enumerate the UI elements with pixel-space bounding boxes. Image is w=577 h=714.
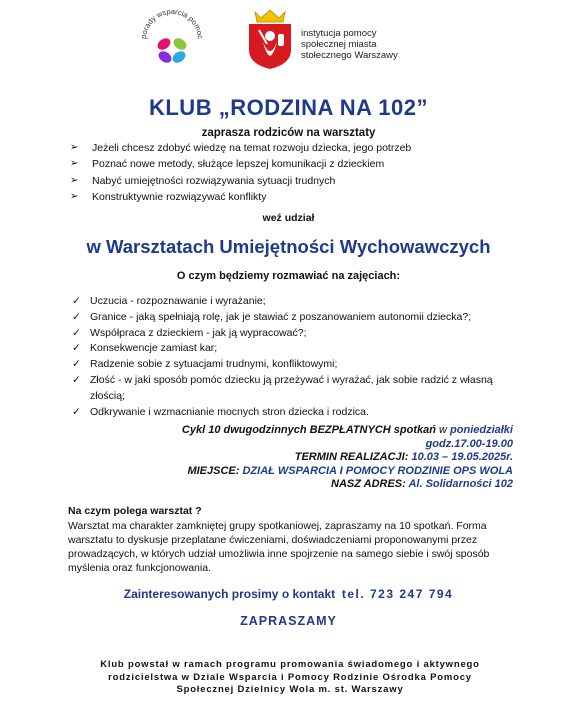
arrow-bullet-icon: ➢ [70, 190, 79, 202]
list-item: ✓ Konsekwencje zamiast kar; [72, 341, 512, 357]
list-item: ➢ Jeżeli chcesz zdobyć wiedzę na temat rozwoju dziecka, jego potrzeb [70, 140, 411, 156]
checkmark-icon: ✓ [72, 405, 81, 418]
institution-line-1: instytucja pomocy [301, 28, 377, 39]
checkmark-icon: ✓ [72, 358, 81, 371]
cycle-line: Cykl 10 dwugodzinnych BEZPŁATNYCH spotkań w poniedziałki [181, 424, 513, 436]
term-line: TERMIN REALIZACJI: 10.03 – 19.05.2025r. [294, 451, 513, 463]
institution-line-2: społecznej miasta [301, 39, 377, 50]
list-item: ➢ Poznać nowe metody, służące lepszej komunikacji z dzieckiem [70, 156, 411, 172]
workshops-title: w Warsztatach Umiejętności Wychowawczych [86, 236, 491, 257]
checkmark-icon: ✓ [72, 342, 81, 355]
arrow-bullet-icon: ➢ [70, 142, 79, 153]
list-item: ➢ Konstruktywnie rozwiązywać konflikty [70, 189, 411, 205]
list-item: ✓ Granice - jaką spełniają rolę, jak je stawiać z poszanowaniem autonomii dziecka?; [72, 310, 512, 326]
list-item: ✓ Radzenie sobie z sytuacjami trudnymi, konfliktowymi; [72, 357, 512, 373]
address-line: NASZ ADRES: Al. Solidarności 102 [331, 478, 513, 490]
checkmark-icon: ✓ [72, 373, 81, 386]
checkmark-icon: ✓ [72, 310, 81, 323]
arrow-bullet-icon: ➢ [70, 174, 79, 186]
invite-subtitle: zaprasza rodziców na warsztaty [201, 127, 376, 139]
porady-wsparcia-pomoc-logo [138, 6, 206, 74]
schedule-block [182, 424, 513, 492]
list-item: ✓ Współpraca z dzieckiem - jak ją wypracować?; [72, 326, 512, 342]
topics-heading: O czym będziemy rozmawiać na zajęciach: [176, 270, 401, 282]
list-item: ✓ Złość - w jaki sposób pomóc dziecku ją przeżywać i wyrażać, jak sobie radzić z własną złością; [72, 373, 493, 402]
list-item: ➢ Nabyć umiejętności rozwiązywania sytuacji trudnych [70, 173, 411, 189]
place-line: MIEJSCE: DZIAŁ WSPARCIA I POMOCY RODZINIE OPS WOLA [187, 464, 513, 477]
phone-number: tel. 723 247 794 [341, 587, 454, 601]
institution-line-3: stołecznego Warszawy [301, 50, 398, 61]
goals-list [70, 140, 411, 205]
closing-invite: ZAPRASZAMY [240, 614, 337, 628]
footer-note: Klub powstał w ramach programu promowania świadomego i aktywnego rodzicielstwa w Dziale Wsparcia i Pomocy Rodzinie Ośrodka Pomocy Społecznej Dzielnicy Wola m. st. Warszawy [100, 659, 480, 695]
checkmark-icon: ✓ [72, 295, 81, 307]
warsaw-crest-logo [247, 6, 293, 70]
contact-line: Zainteresowanych prosimy o kontakt tel. 723 247 794 [123, 587, 454, 601]
topics-list [72, 294, 512, 420]
svg-text:porady wsparcia pomoc [139, 7, 205, 40]
arrow-bullet-icon: ➢ [70, 158, 79, 170]
club-title: KLUB „RODZINA NA 102” [148, 95, 428, 120]
hours-line: godz.17.00-19.00 [425, 437, 513, 450]
take-part-label: weź udział [262, 212, 315, 224]
list-item: ✓ Odkrywanie i wzmacnianie mocnych stron dziecka i rodzica. [72, 405, 512, 421]
logo-arc-text: porady wsparcia pomoc [138, 6, 206, 40]
checkmark-icon: ✓ [72, 326, 81, 339]
about-heading: Na czym polega warsztat ? [68, 505, 202, 517]
institution-name [301, 28, 398, 61]
list-item: ✓ Uczucia - rozpoznawanie i wyrażanie; [72, 294, 512, 310]
about-text: Warsztat ma charakter zamkniętej grupy spotkaniowej, zapraszamy na 10 spotkań. Forma warsztatu to dyskusje przeplatane ćwiczeniami, doświadczeniami proponowanymi przez prowadzących, w których udział umożliwia inne spojrzenie na samego siebie i swój sposób myślenia oraz funkcjonowania. [68, 520, 490, 574]
